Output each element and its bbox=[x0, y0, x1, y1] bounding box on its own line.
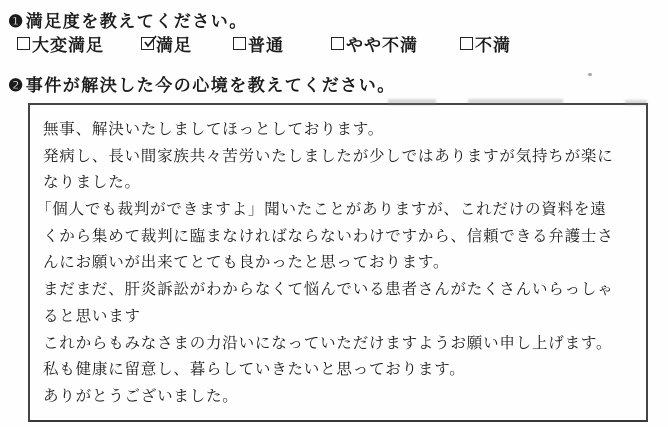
checkbox-icon[interactable] bbox=[331, 37, 344, 50]
response-line: くから集めて裁判に臨まなければならないわけですから、信頼できる弁護士さ bbox=[43, 227, 614, 245]
option-label: 不満 bbox=[475, 36, 511, 55]
option-somewhat-dissatisfied[interactable] bbox=[331, 31, 418, 56]
option-label: 普通 bbox=[248, 36, 284, 55]
question-2-number-icon: ❷ bbox=[8, 76, 25, 95]
response-line: 私も健康に留意し、暮らしていきたいと思っております。 bbox=[43, 361, 466, 379]
response-text-box bbox=[28, 103, 648, 422]
checkbox-icon[interactable] bbox=[233, 37, 246, 50]
response-line: 発病し、長い間家族共々苦労いたしましたが少しではありますが気持ちが楽に bbox=[43, 147, 614, 165]
option-dissatisfied[interactable] bbox=[460, 31, 511, 56]
scan-smudge bbox=[468, 99, 563, 104]
option-label: やや不満 bbox=[346, 36, 418, 55]
response-line: これからもみなさまの力沿いになっていただけますようお願い申し上げます。 bbox=[43, 334, 613, 352]
scan-smudge bbox=[388, 99, 436, 105]
response-line: んにお願いが出来てとても良かったと思っております。 bbox=[43, 254, 450, 272]
option-label: 満足 bbox=[156, 36, 192, 55]
response-line: まだまだ、肝炎訴訟がわからなくて悩んでいる患者さんがたくさんいらっしゃ bbox=[43, 281, 614, 299]
scan-speck bbox=[588, 73, 592, 76]
question-1-text: 満足度を教えてください。 bbox=[25, 12, 248, 31]
checkbox-icon[interactable] bbox=[17, 37, 30, 50]
option-satisfied[interactable] bbox=[141, 31, 192, 56]
question-2-text: 事件が解決した今の心境を教えてください。 bbox=[25, 76, 396, 95]
satisfaction-options-row bbox=[0, 31, 668, 55]
question-2-heading bbox=[8, 71, 396, 96]
checkbox-icon[interactable] bbox=[460, 37, 473, 50]
question-1-heading bbox=[8, 7, 248, 32]
question-1-number-icon: ❶ bbox=[8, 12, 25, 31]
option-very-satisfied[interactable] bbox=[17, 31, 104, 56]
option-neutral[interactable] bbox=[233, 31, 284, 56]
response-line: 無事、解決いたしましてほっとしております。 bbox=[43, 121, 385, 138]
response-line: 「個人でも裁判ができますよ」聞いたことがありますが、これだけの資料を遠 bbox=[36, 201, 607, 219]
response-line: なりました。 bbox=[43, 174, 141, 192]
checked-checkbox-icon[interactable] bbox=[141, 37, 154, 50]
response-line: ると思います bbox=[43, 307, 141, 325]
option-label: 大変満足 bbox=[32, 36, 104, 55]
response-line: ありがとうございました。 bbox=[43, 387, 239, 405]
scan-smudge bbox=[625, 100, 647, 105]
